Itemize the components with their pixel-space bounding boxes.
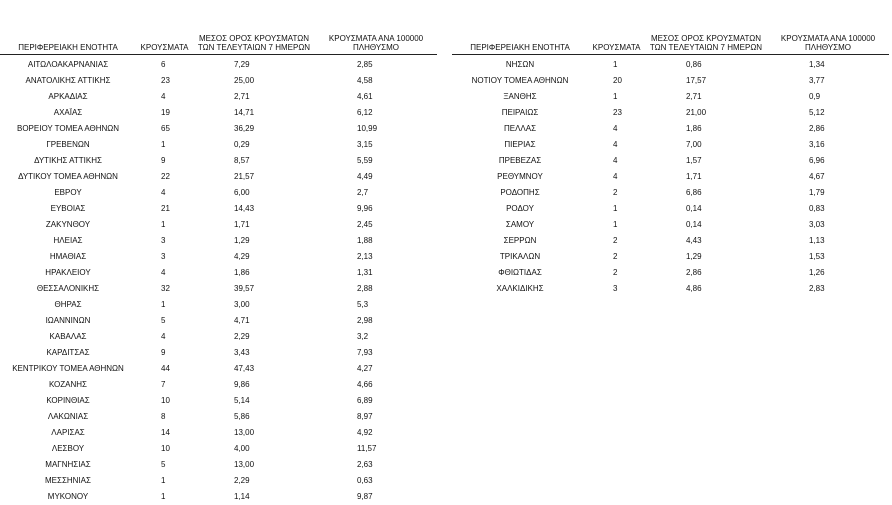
header-avg: ΜΕΣΟΣ ΟΡΟΣ ΚΡΟΥΣΜΑΤΩΝ ΤΩΝ ΤΕΛΕΥΤΑΙΩΝ 7 ΗΜΕΡΩΝ [645, 6, 767, 54]
avg-cell: 2,71 [234, 92, 250, 101]
region-cell: ΘΗΡΑΣ [54, 300, 82, 309]
per100k-cell: 0,83 [809, 204, 825, 213]
avg-cell: 1,71 [234, 220, 250, 229]
table-row [0, 441, 437, 457]
table-row [452, 105, 889, 121]
avg-cell: 14,71 [234, 108, 255, 117]
cases-cell: 4 [613, 140, 618, 149]
per100k-cell: 3,2 [357, 332, 369, 341]
avg-cell: 21,57 [234, 172, 255, 181]
right-table-body [452, 54, 889, 297]
avg-cell: 1,29 [234, 236, 250, 245]
avg-cell: 25,00 [234, 76, 255, 85]
region-cell: ΡΟΔΟΥ [506, 204, 534, 213]
avg-cell: 0,86 [686, 60, 702, 69]
per100k-cell: 4,92 [357, 428, 373, 437]
per100k-cell: 5,12 [809, 108, 825, 117]
per100k-cell: 2,98 [357, 316, 373, 325]
cases-cell: 23 [613, 108, 622, 117]
per100k-cell: 1,34 [809, 60, 825, 69]
per100k-cell: 1,26 [809, 268, 825, 277]
region-cell: ΓΡΕΒΕΝΩΝ [46, 140, 90, 149]
cases-cell: 4 [161, 332, 166, 341]
table-row [0, 329, 437, 345]
table-row [0, 89, 437, 105]
per100k-cell: 5,3 [357, 300, 369, 309]
region-cell: ΠΡΕΒΕΖΑΣ [498, 156, 542, 165]
header-cases: ΚΡΟΥΣΜΑΤΑ [136, 6, 193, 54]
cases-cell: 4 [613, 124, 618, 133]
table-row [0, 249, 437, 265]
header-per100k: ΚΡΟΥΣΜΑΤΑ ΑΝΑ 100000 ΠΛΗΘΥΣΜΟ [315, 6, 437, 54]
table-row [0, 265, 437, 281]
cases-cell: 2 [613, 188, 618, 197]
per100k-cell: 1,88 [357, 236, 373, 245]
avg-cell: 47,43 [234, 364, 255, 373]
per100k-cell: 4,67 [809, 172, 825, 181]
avg-cell: 9,86 [234, 380, 250, 389]
per100k-cell: 9,96 [357, 204, 373, 213]
per100k-cell: 11,57 [357, 444, 377, 453]
per100k-cell: 7,93 [357, 348, 373, 357]
cases-cell: 44 [161, 364, 170, 373]
cases-cell: 2 [613, 268, 618, 277]
cases-cell: 1 [613, 220, 618, 229]
cases-cell: 1 [161, 300, 166, 309]
per100k-cell: 3,03 [809, 220, 825, 229]
header-cases: ΚΡΟΥΣΜΑΤΑ [588, 6, 645, 54]
avg-cell: 6,86 [686, 188, 702, 197]
avg-cell: 4,86 [686, 284, 702, 293]
per100k-cell: 2,83 [809, 284, 825, 293]
region-cell: ΑΙΤΩΛΟΑΚΑΡΝΑΝΙΑΣ [27, 60, 109, 69]
per100k-cell: 6,89 [357, 396, 373, 405]
avg-cell: 1,57 [686, 156, 702, 165]
region-cell: ΜΑΓΝΗΣΙΑΣ [45, 460, 91, 469]
table-row [0, 377, 437, 393]
cases-cell: 1 [161, 220, 166, 229]
table-row [0, 489, 437, 505]
per100k-cell: 6,12 [357, 108, 373, 117]
cases-cell: 8 [161, 412, 166, 421]
left-header-row [0, 6, 437, 54]
table-row [452, 73, 889, 89]
table-row [452, 153, 889, 169]
per100k-cell: 1,31 [357, 268, 373, 277]
cases-cell: 4 [161, 268, 166, 277]
region-cell: ΕΒΡΟΥ [54, 188, 82, 197]
cases-cell: 21 [161, 204, 170, 213]
avg-cell: 1,29 [686, 252, 702, 261]
table-row [452, 169, 889, 185]
table-row [452, 89, 889, 105]
per100k-cell: 5,59 [357, 156, 373, 165]
table-row [452, 281, 889, 297]
table-row [452, 201, 889, 217]
region-cell: ΚΑΒΑΛΑΣ [49, 332, 87, 341]
table-row [0, 345, 437, 361]
region-cell: ΠΙΕΡΙΑΣ [504, 140, 536, 149]
region-cell: ΧΑΛΚΙΔΙΚΗΣ [496, 284, 544, 293]
cases-cell: 5 [161, 316, 166, 325]
avg-cell: 4,29 [234, 252, 250, 261]
table-row [0, 313, 437, 329]
region-cell: ΛΑΡΙΣΑΣ [51, 428, 85, 437]
header-region: ΠΕΡΙΦΕΡΕΙΑΚΗ ΕΝΟΤΗΤΑ [0, 6, 136, 54]
table-row [0, 393, 437, 409]
avg-cell: 5,86 [234, 412, 250, 421]
table-row [452, 233, 889, 249]
avg-cell: 7,00 [686, 140, 702, 149]
region-cell: ΛΑΚΩΝΙΑΣ [47, 412, 89, 421]
right-cases-table [452, 6, 889, 297]
avg-cell: 5,14 [234, 396, 250, 405]
table-row [452, 54, 889, 73]
region-cell: ΕΥΒΟΙΑΣ [50, 204, 86, 213]
avg-cell: 6,00 [234, 188, 250, 197]
region-cell: ΦΘΙΩΤΙΔΑΣ [498, 268, 542, 277]
avg-cell: 39,57 [234, 284, 255, 293]
table-row [0, 169, 437, 185]
region-cell: ΣΕΡΡΩΝ [503, 236, 537, 245]
region-cell: ΑΧΑΪΑΣ [53, 108, 83, 117]
per100k-cell: 2,85 [357, 60, 373, 69]
cases-cell: 10 [161, 396, 170, 405]
avg-cell: 17,57 [686, 76, 707, 85]
per100k-cell: 2,7 [357, 188, 369, 197]
per100k-cell: 9,87 [357, 492, 373, 501]
region-cell: ΤΡΙΚΑΛΩΝ [499, 252, 541, 261]
cases-cell: 22 [161, 172, 170, 181]
cases-cell: 4 [613, 172, 618, 181]
cases-cell: 3 [161, 252, 166, 261]
avg-cell: 14,43 [234, 204, 255, 213]
avg-cell: 1,86 [686, 124, 702, 133]
per100k-cell: 6,96 [809, 156, 825, 165]
cases-cell: 4 [161, 188, 166, 197]
table-row [0, 73, 437, 89]
avg-cell: 2,71 [686, 92, 702, 101]
table-row [0, 217, 437, 233]
table-row [0, 281, 437, 297]
avg-cell: 1,14 [234, 492, 250, 501]
per100k-cell: 4,49 [357, 172, 373, 181]
per100k-cell: 2,88 [357, 284, 373, 293]
cases-cell: 2 [613, 236, 618, 245]
per100k-cell: 3,15 [357, 140, 373, 149]
region-cell: ΗΡΑΚΛΕΙΟΥ [45, 268, 91, 277]
region-cell: ΝΟΤΙΟΥ ΤΟΜΕΑ ΑΘΗΝΩΝ [471, 76, 569, 85]
table-row [0, 457, 437, 473]
table-row [0, 233, 437, 249]
cases-cell: 9 [161, 156, 166, 165]
per100k-cell: 2,86 [809, 124, 825, 133]
table-row [0, 425, 437, 441]
avg-cell: 0,14 [686, 204, 702, 213]
region-cell: ΚΟΖΑΝΗΣ [48, 380, 88, 389]
per100k-cell: 4,27 [357, 364, 373, 373]
table-row [0, 185, 437, 201]
left-table-body [0, 54, 437, 505]
per100k-cell: 0,9 [809, 92, 821, 101]
avg-cell: 7,29 [234, 60, 250, 69]
table-row [452, 249, 889, 265]
region-cell: ΙΩΑΝΝΙΝΩΝ [45, 316, 91, 325]
table-row [452, 185, 889, 201]
per100k-cell: 4,61 [357, 92, 373, 101]
per100k-cell: 4,66 [357, 380, 373, 389]
cases-cell: 1 [613, 60, 618, 69]
cases-cell: 14 [161, 428, 170, 437]
region-cell: ΔΥΤΙΚΗΣ ΑΤΤΙΚΗΣ [34, 156, 102, 165]
avg-cell: 1,71 [686, 172, 702, 181]
cases-cell: 32 [161, 284, 170, 293]
region-cell: ΠΕΛΛΑΣ [503, 124, 537, 133]
avg-cell: 4,71 [234, 316, 250, 325]
table-row [452, 121, 889, 137]
per100k-cell: 0,63 [357, 476, 373, 485]
cases-cell: 5 [161, 460, 166, 469]
region-cell: ΑΡΚΑΔΙΑΣ [48, 92, 88, 101]
region-cell: ΚΑΡΔΙΤΣΑΣ [46, 348, 90, 357]
cases-cell: 4 [613, 156, 618, 165]
table-row [0, 153, 437, 169]
avg-cell: 3,43 [234, 348, 250, 357]
cases-cell: 7 [161, 380, 166, 389]
region-cell: ΛΕΣΒΟΥ [51, 444, 85, 453]
table-row [452, 217, 889, 233]
per100k-cell: 1,79 [809, 188, 825, 197]
region-cell: ΖΑΚΥΝΘΟΥ [45, 220, 91, 229]
cases-cell: 4 [161, 92, 166, 101]
left-cases-table [0, 6, 437, 505]
per100k-cell: 1,13 [809, 236, 825, 245]
cases-cell: 6 [161, 60, 166, 69]
avg-cell: 21,00 [686, 108, 707, 117]
avg-cell: 4,43 [686, 236, 702, 245]
cases-cell: 19 [161, 108, 170, 117]
table-row [0, 137, 437, 153]
region-cell: ΒΟΡΕΙΟΥ ΤΟΜΕΑ ΑΘΗΝΩΝ [16, 124, 120, 133]
header-avg: ΜΕΣΟΣ ΟΡΟΣ ΚΡΟΥΣΜΑΤΩΝ ΤΩΝ ΤΕΛΕΥΤΑΙΩΝ 7 ΗΜΕΡΩΝ [193, 6, 315, 54]
region-cell: ΑΝΑΤΟΛΙΚΗΣ ΑΤΤΙΚΗΣ [25, 76, 111, 85]
region-cell: ΘΕΣΣΑΛΟΝΙΚΗΣ [36, 284, 100, 293]
avg-cell: 2,86 [686, 268, 702, 277]
cases-cell: 3 [161, 236, 166, 245]
per100k-cell: 2,13 [357, 252, 373, 261]
header-region: ΠΕΡΙΦΕΡΕΙΑΚΗ ΕΝΟΤΗΤΑ [452, 6, 588, 54]
region-cell: ΡΟΔΟΠΗΣ [500, 188, 540, 197]
cases-cell: 65 [161, 124, 170, 133]
per100k-cell: 3,16 [809, 140, 825, 149]
region-cell: ΣΑΜΟΥ [505, 220, 535, 229]
avg-cell: 8,57 [234, 156, 250, 165]
per100k-cell: 4,58 [357, 76, 373, 85]
table-row [0, 201, 437, 217]
table-row [0, 105, 437, 121]
per100k-cell: 1,53 [809, 252, 825, 261]
cases-cell: 1 [161, 492, 166, 501]
avg-cell: 0,29 [234, 140, 250, 149]
table-row [452, 137, 889, 153]
region-cell: ΡΕΘΥΜΝΟΥ [497, 172, 543, 181]
cases-cell: 20 [613, 76, 622, 85]
avg-cell: 4,00 [234, 444, 250, 453]
table-row [0, 297, 437, 313]
avg-cell: 0,14 [686, 220, 702, 229]
avg-cell: 3,00 [234, 300, 250, 309]
avg-cell: 36,29 [234, 124, 255, 133]
table-row [0, 473, 437, 489]
right-header-row [452, 6, 889, 54]
region-cell: ΝΗΣΩΝ [505, 60, 535, 69]
avg-cell: 1,86 [234, 268, 250, 277]
table-row [0, 409, 437, 425]
cases-cell: 1 [161, 476, 166, 485]
cases-cell: 1 [613, 204, 618, 213]
per100k-cell: 8,97 [357, 412, 373, 421]
region-cell: ΜΕΣΣΗΝΙΑΣ [45, 476, 91, 485]
region-cell: ΚΟΡΙΝΘΙΑΣ [46, 396, 90, 405]
per100k-cell: 10,99 [357, 124, 378, 133]
cases-cell: 10 [161, 444, 170, 453]
header-per100k: ΚΡΟΥΣΜΑΤΑ ΑΝΑ 100000 ΠΛΗΘΥΣΜΟ [767, 6, 889, 54]
region-cell: ΔΥΤΙΚΟΥ ΤΟΜΕΑ ΑΘΗΝΩΝ [18, 172, 118, 181]
table-row [0, 361, 437, 377]
cases-cell: 9 [161, 348, 166, 357]
cases-cell: 23 [161, 76, 170, 85]
region-cell: ΜΥΚΟΝΟΥ [47, 492, 89, 501]
avg-cell: 13,00 [234, 428, 255, 437]
per100k-cell: 2,45 [357, 220, 373, 229]
cases-cell: 1 [161, 140, 166, 149]
cases-cell: 3 [613, 284, 618, 293]
cases-cell: 2 [613, 252, 618, 261]
region-cell: ΗΜΑΘΙΑΣ [49, 252, 87, 261]
region-cell: ΗΛΕΙΑΣ [53, 236, 83, 245]
avg-cell: 2,29 [234, 476, 250, 485]
table-row [0, 54, 437, 73]
per100k-cell: 3,77 [809, 76, 825, 85]
region-cell: ΚΕΝΤΡΙΚΟΥ ΤΟΜΕΑ ΑΘΗΝΩΝ [12, 364, 124, 373]
table-row [452, 265, 889, 281]
table-row [0, 121, 437, 137]
avg-cell: 2,29 [234, 332, 250, 341]
region-cell: ΞΑΝΘΗΣ [503, 92, 537, 101]
per100k-cell: 2,63 [357, 460, 373, 469]
cases-cell: 1 [613, 92, 618, 101]
avg-cell: 13,00 [234, 460, 255, 469]
region-cell: ΠΕΙΡΑΙΩΣ [501, 108, 539, 117]
